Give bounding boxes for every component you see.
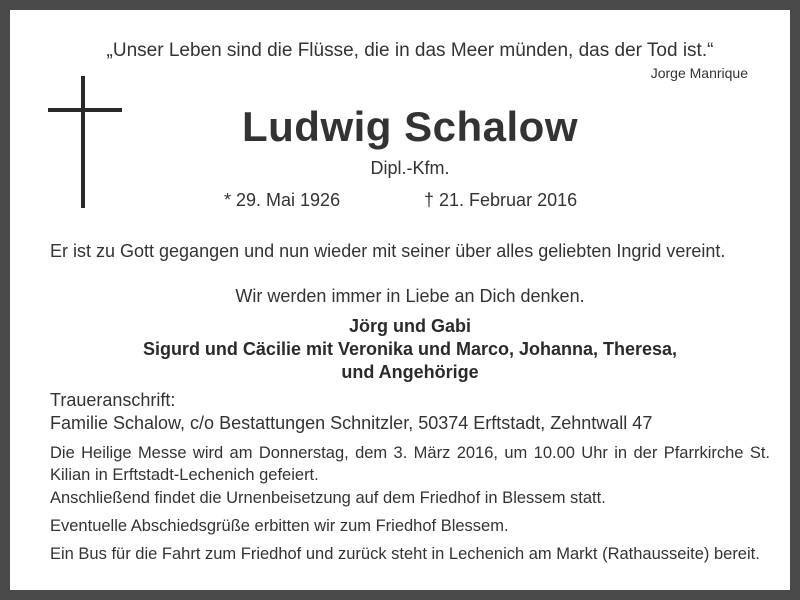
address-value: Familie Schalow, c/o Bestattungen Schnitzler, 50374 Erftstadt, Zehntwall 47 — [50, 413, 653, 433]
address-label: Traueranschrift: — [50, 390, 176, 410]
deceased-name: Ludwig Schalow — [241, 103, 578, 150]
family-line-3: und Angehörige — [341, 362, 479, 382]
family-line-1: Jörg und Gabi — [348, 316, 471, 336]
urn-burial-details: Anschließend findet die Urnenbeisetzung auf dem Friedhof in Blessem statt. — [50, 489, 606, 507]
farewell-greetings-details: Eventuelle Abschiedsgrüße erbitten wir zum Friedhof Blessem. — [50, 517, 509, 535]
statement-text: Er ist zu Gott gegangen und nun wieder mit seiner über alles geliebten Ingrid vereint. — [50, 241, 726, 261]
deceased-title: Dipl.-Kfm. — [370, 158, 450, 178]
bus-details: Ein Bus für die Fahrt zum Friedhof und zurück steht in Lechenich am Markt (Rathausseite) bereit. — [50, 545, 760, 563]
quote-text: „Unser Leben sind die Flüsse, die in das Meer münden, das der Tod ist.“ — [106, 40, 714, 61]
death-date: † 21. Februar 2016 — [424, 190, 578, 210]
remembrance-text: Wir werden immer in Liebe an Dich denken. — [235, 286, 585, 306]
birth-date: * 29. Mai 1926 — [224, 190, 341, 210]
mass-details: Die Heilige Messe wird am Donnerstag, dem 3. März 2016, um 10.00 Uhr in der Pfarrkirche St. Kilian in Erftstadt-Lechenich gefeiert. — [50, 444, 770, 484]
family-line-2: Sigurd und Cäcilie mit Veronika und Marco, Johanna, Theresa, — [142, 339, 678, 359]
quote-author: Jorge Manrique — [650, 65, 748, 81]
